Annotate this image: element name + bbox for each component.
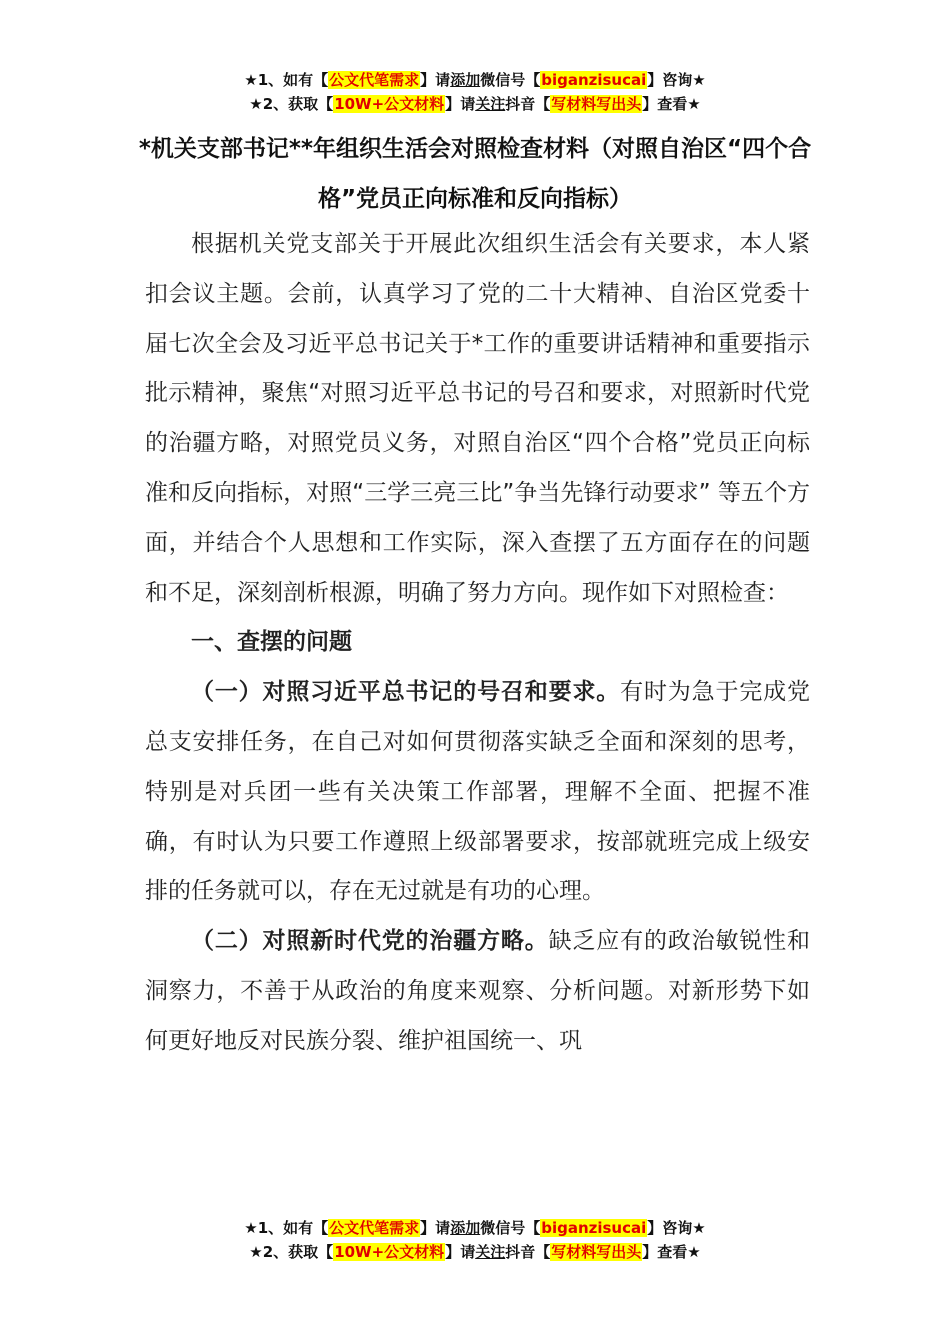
item-paragraph-1 [145, 668, 810, 917]
item-lead: （二）对照新时代党的治疆方略。 [191, 928, 549, 955]
banner-highlight: 写材料写出头 [551, 1243, 642, 1261]
bottom-banner [0, 1216, 950, 1264]
banner-highlight: 公文代笔需求 [329, 1219, 420, 1237]
banner-highlight: 公文代笔需求 [329, 71, 420, 89]
item-lead: （一）对照习近平总书记的号召和要求。 [191, 679, 621, 706]
banner-line-2: ★2、获取【10W+公文材料】请关注抖音【写材料写出头】查看★ [249, 95, 701, 113]
item-text: 缺乏应有的政治敏锐性和洞察力，不善于从政治的角度来观察、分析问题。对新形势下如何更好地反对民族分裂、维护祖国统一、巩 [145, 928, 811, 1054]
banner-highlight: biganzisucai [541, 1219, 647, 1237]
document-title: *机关支部书记**年组织生活会对照检查材料（对照自治区“四个合格”党员正向标准和反向指标） [138, 136, 812, 212]
banner-line-1: ★1、如有【公文代笔需求】请添加微信号【biganzisucai】咨询★ [244, 1219, 706, 1237]
top-banner [0, 68, 950, 116]
document-body [145, 220, 810, 1067]
intro-paragraph: 根据机关党支部关于开展此次组织生活会有关要求，本人紧扣会议主题。会前，认真学习了党的二十大精神、自治区党委十届七次全会及习近平总书记关于*工作的重要讲话精神和重要指示批示精神，聚焦“对照习近平总书记的号召和要求，对照新时代党的治疆方略，对照党员义务，对照自治区“四个合格”党员正向标准和反向指标，对照“三学三亮三比”争当先锋行动要求” 等五个方面，并结合个人思想和工作实际，深入查摆了五方面存在的问题和不足，深刻剖析根源，明确了努力方向。现作如下对照检查： [145, 231, 810, 606]
item-text: 有时为急于完成党总支安排任务，在自己对如何贯彻落实缺乏全面和深刻的思考，特别是对兵团一些有关决策工作部署，理解不全面、把握不准确，有时认为只要工作遵照上级部署要求，按部就班完成上级安排的任务就可以，存在无过就是有功的心理。 [145, 679, 811, 905]
banner-highlight: 10W+公文材料 [334, 1243, 445, 1261]
section-heading: 一、查摆的问题 [191, 629, 352, 656]
banner-highlight: 10W+公文材料 [334, 95, 445, 113]
item-paragraph-2 [145, 917, 810, 1066]
banner-highlight: biganzisucai [541, 71, 647, 89]
banner-line-1: ★1、如有【公文代笔需求】请添加微信号【biganzisucai】咨询★ [244, 71, 706, 89]
banner-line-2: ★2、获取【10W+公文材料】请关注抖音【写材料写出头】查看★ [249, 1243, 701, 1261]
banner-highlight: 写材料写出头 [551, 95, 642, 113]
